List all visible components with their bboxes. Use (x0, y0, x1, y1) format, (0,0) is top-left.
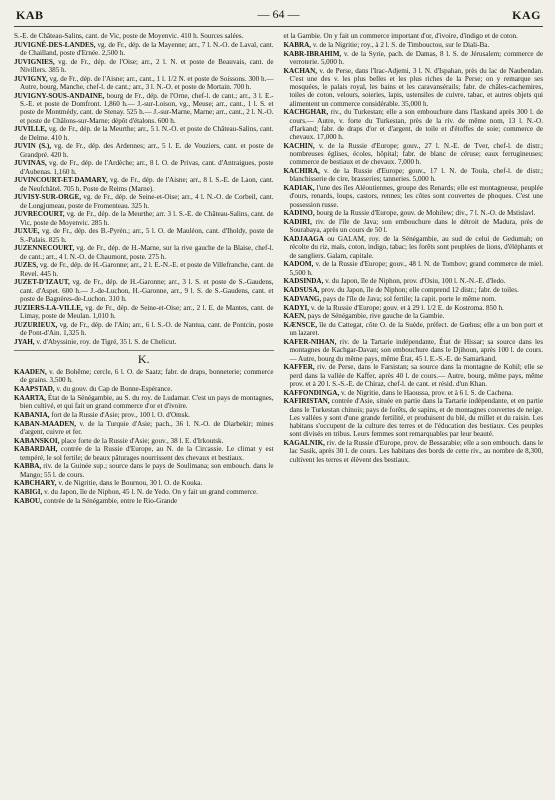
entry-headword: KADIAK, (283, 184, 315, 192)
entry-headword: KAAPSTAD, (14, 385, 55, 393)
dictionary-entry (284, 304, 544, 312)
right-running-head: KAG (512, 8, 541, 22)
entry-text: v. du gouv. du Cap de Bonne-Espérance. (54, 385, 173, 393)
j-entries (14, 32, 274, 346)
entry-text: contrée d'Asie, située en partie dans la Tartarie indépendante, et en partie dans le Turkestan chinois; pays de forêts, de sapins, et de montagnes couvertes de neige. Les vallées y sont d'une grande fertilité, et produisent du blé, du millet et du raisin. Les habitans s'occupent de la culture des terres et de l'éducation des bestiaux. Ces peuples sont divisés en tribus. Leurs femmes sont remarquables par leur beauté. (289, 397, 543, 439)
entry-headword: JUVIN (S.), (14, 142, 52, 151)
entry-text: riv., du Turkestan; elle a son embouchure dans l'Iaxkand après 300 l. de cours.— Autre, v. forte du Turkestan, près de la riv. de même nom, 13 l. N.-O. d'Iarkand; fabr. de draps d'or et d'argent, de toile et d'étoffes de soie; commerce de chevaux. 17,000 h. (289, 108, 543, 141)
entry-headword: JUZENNECOURT, (14, 244, 75, 253)
dictionary-entry (14, 437, 274, 445)
entry-text: riv. de l'île de Java; son embouchure dans le détroit de Madura, près de Sourabaya, après un cours de 50 l. (289, 218, 543, 235)
entry-headword: JUVILLE, (14, 125, 47, 134)
dictionary-entry (284, 321, 544, 338)
entry-text: riv. de Perse, dans le Farsistan; sa source dans la montagne de Kohil; elle se perd dans la vallée de Kaffer, après 40 l. de cours.— Autre, bourg, même pays, même prov. et à 20 l. S.-S.-E. de Chiraz, chef-l. de cant. et résid. d'un Khan. (289, 363, 543, 388)
dictionary-entry (284, 209, 544, 217)
entry-headword: KABANSKOI, (14, 436, 60, 445)
dictionary-entry (14, 445, 274, 462)
entry-text: vg. de Fr., dép. de la Mayenne; arr., 7 l. N.-O. de Laval, cant. de Chailland, poste d'Ernée. 2,500 h. (20, 40, 274, 57)
entry-text: vg. de Fr., dép. des Ardennes; arr., 5 l. E. de Vouziers, cant. et poste de Grandpré. 420 h. (20, 142, 274, 159)
entry-text: pays de Sénégambie, rive gauche de la Gambie. (305, 312, 445, 321)
entry-text: riv. de la Tartarie indépendante, État de Hissar; sa source dans les montagnes de Kachgar-Davan; son embouchure dans le Djihoun, après 100 l. de cours.— Autre, bourg du même pays, même État, 45 l. E.-S.-E. de Samarkand. (289, 338, 543, 363)
entry-text: v. de la Syrie, pach. de Damas, 8 l. S. de Jérusalem; commerce de verroterie. 5,000 h. (289, 49, 543, 66)
left-running-head: KAB (16, 8, 44, 22)
entry-headword: KABRA, (283, 40, 312, 49)
dictionary-entry (14, 176, 274, 193)
entry-text: v. de la Turquie d'Asie; pach., 36 l. N.-O. de Diarbekir; mines d'argent, cuivre et fer. (20, 419, 274, 436)
dictionary-entry (14, 92, 274, 125)
entry-headword: KÆNSCE, (283, 321, 318, 329)
entry-text: riv. de la Russie d'Europe, prov. de Bessarabie; elle a son embouch. dans le lac Sasik, après 30 l. de cours. Les habitans des bords de cette riv., au nombre de 8,300, cultivent les terres et élèvent des bestiaux. (289, 439, 543, 464)
dictionary-entry (14, 210, 274, 227)
dictionary-entry (14, 321, 274, 338)
entry-text: v. de la Russie d'Europe; gouv., 17 l. N. de Toula, chef-l. de distr.; blanchisserie de cire, brasseries; tanneries. 5,000 h. (289, 167, 543, 184)
entry-text: v. de Nigritie, dans le Haoussa, prov. et à 6 l. S. de Cachena. (339, 388, 514, 397)
entry-text: v. d'Abyssinie, roy. de Tigré, 35 l. S. de Chelicut. (34, 337, 177, 346)
entry-text: place forte de la Russie d'Asie; gouv., 38 l. E. d'Irkoutsk. (59, 436, 224, 445)
dictionary-entry (284, 338, 544, 363)
section-letter: K. (14, 350, 274, 363)
entry-headword: JUZIERS-LA-VILLE, (14, 303, 83, 312)
entry-text: ou GALAM, roy. de la Sénégambie, au sud de celui de Gedumah; on récolte du riz, maïs, coton, indigo, tabac; les forêts sont peuplées de lions, d'éléphants et de sangliers. Galam, capitale. (289, 235, 543, 260)
entry-headword: JUVIGNY, (14, 74, 48, 83)
dictionary-entry (14, 32, 274, 40)
entry-headword: KAARTA, (14, 393, 46, 402)
dictionary-entry (284, 32, 544, 40)
entry-text: vg. de Fr., dép. de l'Ain; arr., 6 l. S.-O. de Nantua, cant. de Pontcin, poste de Pont-d'Ain. 1,325 h. (20, 320, 274, 337)
dictionary-entry (284, 41, 544, 49)
dictionary-entry (284, 184, 544, 209)
dictionary-entry (14, 227, 274, 244)
dictionary-entry (284, 312, 544, 320)
entry-headword: KACHIRA, (283, 167, 320, 175)
page-number: — 64 — (257, 7, 300, 21)
entry-headword: KADSUSA, (283, 286, 320, 294)
dictionary-entry (284, 167, 544, 184)
entry-text: v. de Nigritie, dans le Bournou, 30 l. O. de Kouka. (56, 479, 203, 488)
dictionary-entry (14, 338, 274, 346)
dictionary-entry (284, 439, 544, 464)
dictionary-entry (14, 394, 274, 411)
dictionary-entry (284, 260, 544, 277)
entry-headword: KADOM, (283, 260, 314, 269)
entry-text: prov. du Japon, île de Niphon; elle comprend 12 distr.; fabr. de toiles. (319, 286, 519, 294)
entry-headword: KADINO, (283, 209, 315, 218)
entry-text: et la Gambie. On y fait un commerce important d'or, d'ivoire, d'indigo et de coton. (283, 32, 518, 40)
entry-headword: KAGALNIK, (283, 439, 325, 447)
entry-text: vg. de Fr., dép. des B.-Pyrén.; arr., 5 l. O. de Mauléon, cant. d'Iholdy, poste de S.-Palais. 825 h. (20, 227, 274, 244)
dictionary-entry (14, 488, 274, 496)
entry-text: S.-E. de Château-Salins, cant. de Vic, poste de Moyenvic. 410 h. Sources salées. (14, 32, 244, 40)
entry-headword: JUVISY-SUR-ORGE, (14, 193, 81, 202)
page-header (14, 6, 543, 27)
entry-text: vg. de Fr., dép. de l'Ardèche; arr., 8 l. O. de Privas, cant. d'Antraigues, poste d'Aubenas. 1,160 h. (20, 159, 274, 176)
entry-text: vg. de Fr., dép. de H.-Garonne; arr., 2 l. E.-N.-E. et poste de Villefranche, cant. de Revel. 445 h. (20, 261, 274, 278)
entry-headword: KACHGHAR, (283, 108, 329, 117)
entry-headword: KABIGI, (14, 488, 43, 496)
dictionary-entry (14, 368, 274, 385)
dictionary-entry (284, 277, 544, 285)
dictionary-entry (14, 159, 274, 176)
entry-text: fort de la Russie d'Asie; prov., 100 l. O. d'Omsk. (49, 410, 190, 419)
entry-text: vg. de Fr., dép. de H.-Garonne; arr., 3 l. S. et poste de S.-Gaudens, cant. d'Aspet. 600 h.— J.-de-Luchon, H.-Garonne, arr., 9 l. S. de S.-Gaudens, cant. et poste de Bagnères-de-Luchon. 310 h. (20, 278, 274, 303)
dictionary-entry (284, 295, 544, 303)
entry-headword: JUVIGNY-SOUS-ANDAINE, (14, 91, 105, 100)
entry-headword: JYAH, (14, 337, 35, 346)
entry-headword: KADYI, (283, 303, 310, 312)
entry-text: v. du Japon, île de Niphon, prov. d'Osiu, 100 l. N.-N.-E. d'Iedo. (323, 277, 506, 286)
dictionary-entry (14, 75, 274, 92)
entry-headword: KABBA, (14, 462, 42, 471)
entry-text: l'une des îles Aléoutiennes, groupe des Renards; elle est montagneuse, peuplée d'ours, renards, loups, castors, rennes; les côtes sont couvertes de phoques. C'est une possession russe. (289, 184, 543, 209)
entry-headword: KAFFONDINGA, (283, 388, 340, 397)
entry-headword: KABANIA, (14, 410, 50, 419)
entry-text: vg. de Fr., dép. de la Meurthe; arr., 5 l. N.-O. et poste de Château-Salins, cant. de Delme. 410 h. (20, 125, 274, 142)
dictionary-entry (284, 397, 544, 438)
entry-text: vg. de Fr., dép. de Seine-et-Oise; arr., 4 l. N.-O. de Corbeil, cant. de Longjumeau, poste de Fromenteau. 325 h. (20, 193, 274, 210)
entry-headword: KADVANG, (283, 294, 322, 303)
entry-headword: KAEN, (283, 312, 306, 321)
dictionary-entry (14, 193, 274, 210)
dictionary-entry (284, 363, 544, 388)
dictionary-entry (284, 67, 544, 108)
k-entries-continued (284, 32, 544, 464)
dictionary-entry (284, 235, 544, 260)
dictionary-entry (14, 479, 274, 487)
entry-text: bourg de la Russie d'Europe, gouv. de Mohilew; div., 7 l. N.-O. de Mstislavl. (314, 209, 536, 218)
dictionary-entry (284, 389, 544, 397)
dictionary-entry (284, 218, 544, 235)
dictionary-entry (14, 261, 274, 278)
entry-headword: KABAN-MAADEN, (14, 419, 77, 428)
dictionary-entry (14, 385, 274, 393)
entry-headword: KABR-IBRAHIM, (283, 49, 342, 58)
entry-headword: KAFER-NIHAN, (283, 338, 337, 346)
entry-headword: KABARDAH, (14, 445, 58, 454)
two-column-body (14, 32, 543, 506)
dictionary-entry (14, 411, 274, 419)
entry-headword: JUVINCOURT-ET-DAMARY, (14, 176, 108, 185)
entry-headword: JUVINAS, (14, 159, 47, 168)
entry-text: v. de la Russie d'Europe; gouv. et à 29 l. 1/2 E. de Kostroma. 850 h. (309, 303, 504, 312)
entry-headword: JUZURIEUX, (14, 320, 58, 329)
entry-headword: JUZES, (14, 261, 39, 270)
entry-text: contrée de la Sénégambie, entre le Rio-Grande (41, 496, 178, 505)
entry-text: vg. de Fr., dép. de H.-Marne, sur la rive gauche de la Blaise, chef-l. de cant.; arr., 4 l. N.-O. de Chaumont, poste. 275 h. (20, 244, 274, 261)
dictionary-entry (14, 142, 274, 159)
dictionary-entry (284, 286, 544, 294)
dictionary-entry (14, 58, 274, 75)
dictionary-entry (14, 244, 274, 261)
dictionary-entry (14, 41, 274, 58)
dictionary-entry (14, 125, 274, 142)
entry-headword: KADJAAGA (283, 235, 324, 243)
entry-text: vg. de Fr., dép. de la Meurthe; arr. 3 l. S.-E. de Château-Salins, cant. de Vic, poste de Moyenvic. 285 h. (20, 210, 274, 227)
entry-text: v. de la Russie d'Europe; gouv., 48 l. N. de Tombov; grand commerce de miel. 5,500 h. (289, 260, 543, 277)
entry-headword: KAFIRISTAN, (283, 397, 330, 406)
entry-text: pays de l'île de Java; sol fertile; la capit. porte le même nom. (321, 294, 497, 303)
entry-text: v. de la Nigritie; roy., à 2 l. S. de Timbouctou, sur le Diali-Ba. (311, 40, 490, 49)
entry-headword: KACHIN, (283, 141, 315, 150)
entry-text: v. de Bohême; cercle, 6 l. O. de Saatz; fabr. de draps, bonneterie; commerce de grains. 3,500 h. (20, 368, 274, 385)
entry-headword: KABOU, (14, 496, 42, 505)
entry-headword: KAADEN, (14, 368, 47, 376)
entry-text: contrée de la Russie d'Europe, au N. de la Circassie. Le climat y est tempéré, le sol fertile; de beaux pâturages nourrissent des chevaux et bestiaux. (20, 445, 274, 462)
entry-text: riv. de la Guinée sup.; source dans le pays de Soulimana; son embouch. dans le Mango; 55 l. de cours. (20, 462, 274, 479)
entry-text: vg. de Fr., dép. de l'Aisne; arr., 8 l. S.-E. de Laon, cant. de Neufchâtel. 705 h. Poste de Reims (Marne). (20, 176, 274, 193)
entry-text: v. de Perse, dans l'Irac-Adjemi, 3 l. N. d'Ispahan, près du lac de Naubendan. C'est une des v. les plus belles et les plus riches de la Perse; on y remarque ses mosquées, le palais royal, les bains et les caravansérails; fabr. de châles-cachemires, toiles de coton, velours, soieries, lapis, ustensiles de cuivre, tabac, et autres objets qui alimentent un commerce considérable. 35,000 h. (289, 66, 543, 108)
k-entries (14, 368, 274, 505)
dictionary-entry (14, 304, 274, 321)
dictionary-entry (14, 462, 274, 479)
entry-headword: KAFFER, (283, 363, 315, 372)
dictionary-entry (14, 278, 274, 303)
entry-text: vg. de Fr., dép. de l'Aisne; arr., cant., 1 l. 1/2 N. et poste de Soissons. 300 h.— Autre, bourg, Manche, chef-l. de cant.; arr., 3 l. N.-O. et poste de Mortain. 700 h. (20, 74, 274, 91)
dictionary-entry (14, 497, 274, 505)
entry-headword: KADSINDA, (283, 277, 324, 286)
entry-headword: JUZET-D'IZAUT, (14, 278, 70, 287)
entry-headword: KABCHARY, (14, 479, 57, 488)
entry-text: v. de la Russie d'Europe; gouv., 27 l. N.-E. de Tver, chef-l. de distr.; nombreuses églises, écoles, hôpital; fabr. de blanc de céruse; eaux ferrugineuses; commerce de bestiaux et de chevaux. 7,000 h. (289, 141, 543, 167)
left-column (14, 32, 274, 506)
entry-text: v. du Japon, île de Niphon, 45 l. N. de Yedo. On y fait un grand commerce. (42, 488, 258, 496)
entry-headword: JUVIGNIES, (14, 57, 55, 66)
entry-headword: JUVRECOURT, (14, 210, 65, 219)
right-column (284, 32, 544, 506)
dictionary-entry (284, 50, 544, 67)
dictionary-entry (14, 420, 274, 437)
entry-headword: JUVIGNÉ-DES-LANDES, (14, 40, 96, 49)
entry-text: bourg de Fr., dép. de l'Orne, chef-l. de cant.; arr., 3 l. E.-S.-E. et poste de Domfront. 1,860 h.— J.-sur-Loison, vg., Meuse; arr., cant., 1 l. S. et poste de Montmédy, cant. de Stenay. 525 h.— J.-sur-Marne, Marne; arr., cant., 2 l. N.-O. et poste de Châlons-sur-Marne; dépôt d'étalons. 600 h. (20, 91, 274, 125)
entry-headword: KADIRI, (283, 218, 312, 226)
entry-headword: KACHAN, (283, 66, 318, 75)
entry-headword: JUXUE, (14, 227, 40, 236)
dictionary-entry (284, 142, 544, 167)
entry-text: île du Cattegat, côte O. de la Suède, préfect. de Gœhus; elle a un bon port et un lazaret. (289, 321, 543, 338)
dictionary-entry (284, 108, 544, 141)
entry-text: vg. de Fr., dép. de Seine-et-Oise; arr., 2 l. E. de Mantes, cant. de Limay, poste de Meulan. 1,010 h. (20, 303, 274, 320)
entry-text: État de la Sénégambie, au S. du roy. de Ludamar. C'est un pays de montagnes, bien cultivé, et qui fait un grand commerce d'or et d'ivoire. (20, 393, 274, 410)
entry-text: vg. de Fr., dép. de l'Oise; arr., 2 l. N. et poste de Beauvais, cant. de Nivillers. 385 h. (20, 57, 274, 74)
